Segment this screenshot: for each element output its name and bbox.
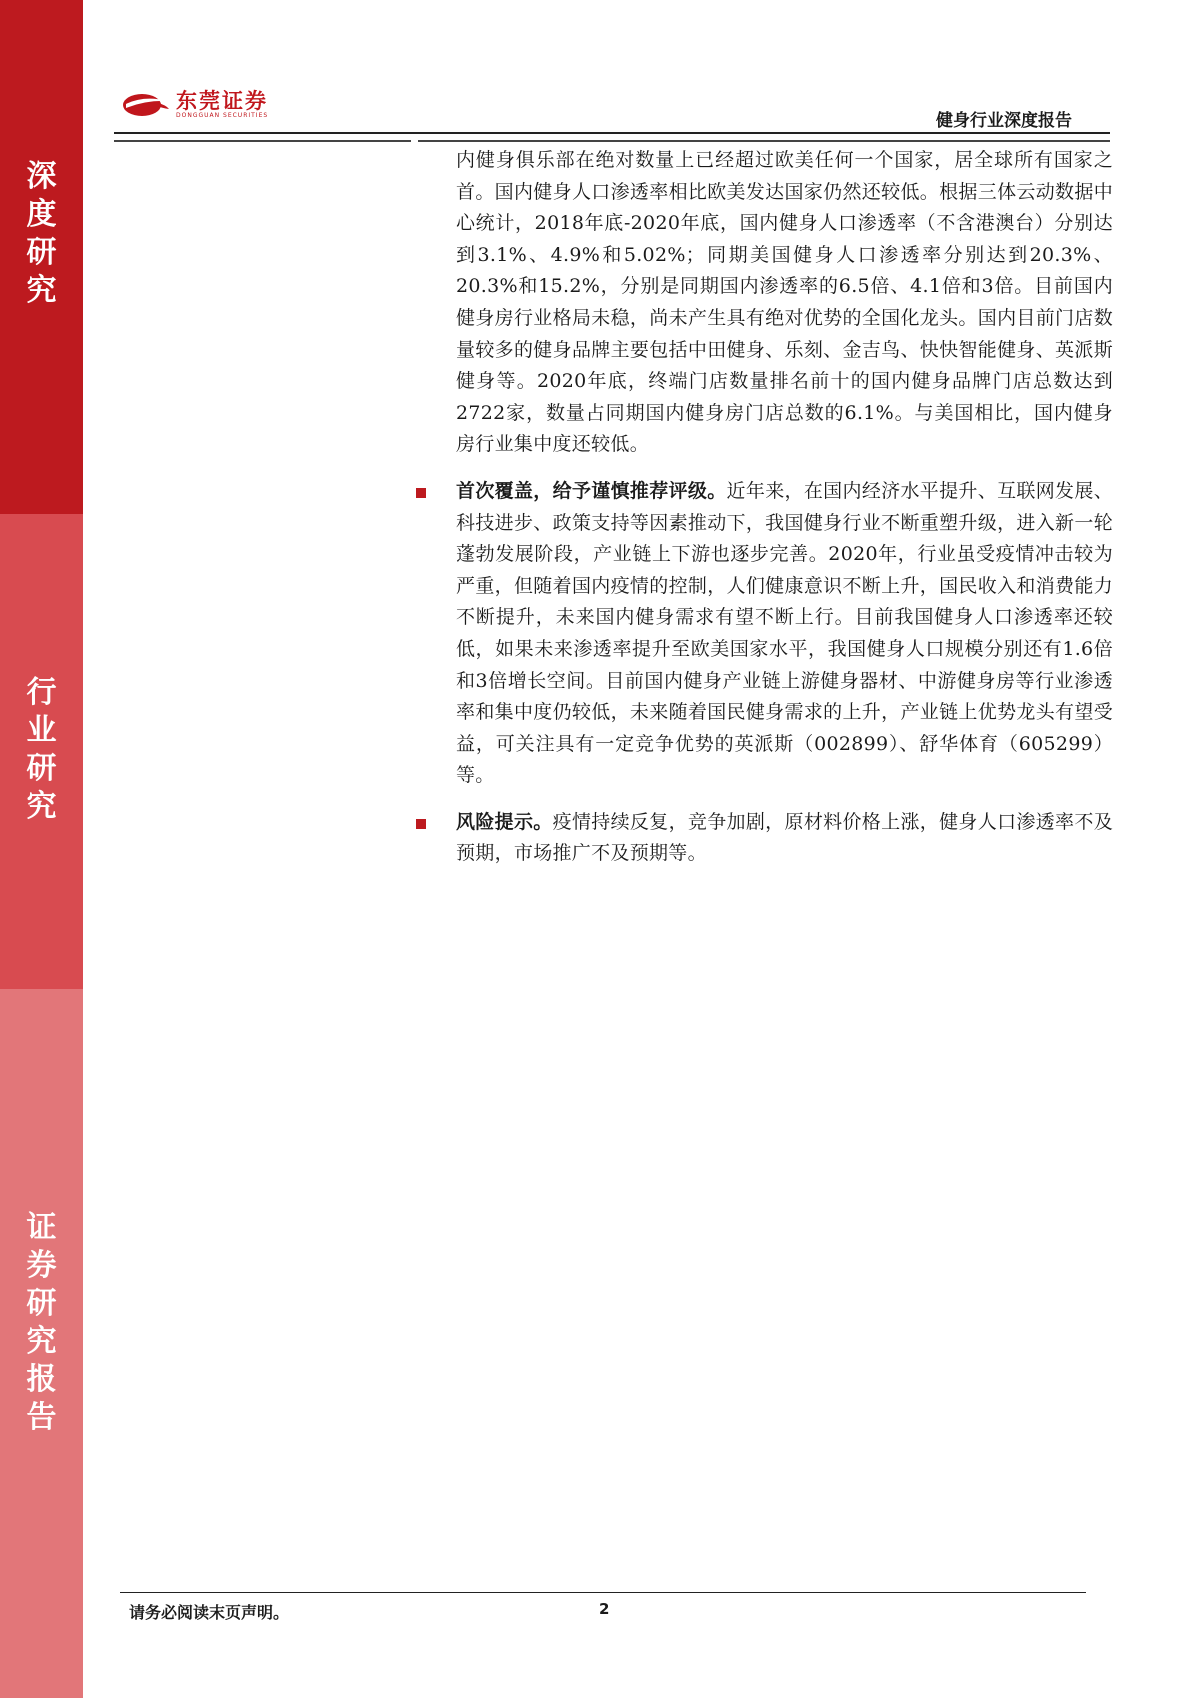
bullet-lead: 风险提示。 — [456, 810, 553, 833]
side-banner-label: 深度研究 — [26, 159, 57, 308]
side-banner-deep-research — [0, 0, 83, 514]
square-bullet-icon — [416, 819, 426, 829]
bullet-item-rating — [413, 476, 1113, 792]
logo-mark-icon — [122, 91, 170, 119]
footer-disclaimer: 请务必阅读末页声明。 — [129, 1603, 290, 1622]
square-bullet-icon — [416, 488, 426, 498]
continued-paragraph: 内健身俱乐部在绝对数量上已经超过欧美任何一个国家，居全球所有国家之首。国内健身人口渗透率相比欧美发达国家仍然还较低。根据三体云动数据中心统计，2018年底-2020年底，国内健身人口渗透率（不含港澳台）分别达到3.1%、4.9%和5.02%；同期美国健身人口渗透率分别达到20.3%、20.3%和15.2%，分别是同期国内渗透率的6.5倍、4.1倍和3倍。目前国内健身房行业格局未稳，尚未产生具有绝对优势的全国化龙头。国内目前门店数量较多的健身品牌主要包括中田健身、乐刻、金吉鸟、快快智能健身、英派斯健身等。2020年底，终端门店数量排名前十的国内健身品牌门店总数达到2722家，数量占同期国内健身房门店总数的6.1%。与美国相比，国内健身房行业集中度还较低。 — [456, 149, 1113, 456]
company-logo — [122, 90, 268, 120]
side-banner — [0, 0, 83, 1698]
page-number: 2 — [599, 1600, 610, 1618]
header-divider-left — [114, 140, 411, 142]
bullet-text: 疫情持续反复，竞争加剧，原材料价格上涨，健身人口渗透率不及预期，市场推广不及预期等。 — [456, 810, 1113, 865]
header-divider — [114, 132, 1110, 134]
header-divider-right — [418, 140, 1110, 142]
logo-english-name: DONGGUAN SECURITIES — [176, 112, 269, 119]
bullet-text: 近年来，在国内经济水平提升、互联网发展、科技进步、政策支持等因素推动下，我国健身行业不断重塑升级，进入新一轮蓬勃发展阶段，产业链上下游也逐步完善。2020年，行业虽受疫情冲击较为严重，但随着国内疫情的控制，人们健康意识不断上升，国民收入和消费能力不断提升，未来国内健身需求有望不断上行。目前我国健身人口渗透率还较低，如果未来渗透率提升至欧美国家水平，我国健身人口规模分别还有1.6倍和3倍增长空间。目前国内健身产业链上游健身器材、中游健身房等行业渗透率和集中度仍较低，未来随着国民健身需求的上升，产业链上优势龙头有望受益，可关注具有一定竞争优势的英派斯（002899）、舒华体育（605299）等。 — [456, 479, 1113, 787]
side-banner-industry-research — [0, 514, 83, 989]
side-banner-label: 证券研究报告 — [26, 1210, 57, 1435]
footer-divider — [120, 1592, 1086, 1593]
report-title: 健身行业深度报告 — [936, 111, 1072, 131]
side-banner-securities-report — [0, 989, 83, 1698]
side-banner-label: 行业研究 — [26, 675, 57, 824]
bullet-lead: 首次覆盖，给予谨慎推荐评级。 — [456, 479, 727, 502]
main-content — [413, 145, 1113, 870]
logo-chinese-name: 东莞证券 — [176, 88, 268, 113]
bullet-item-risk — [413, 807, 1113, 870]
